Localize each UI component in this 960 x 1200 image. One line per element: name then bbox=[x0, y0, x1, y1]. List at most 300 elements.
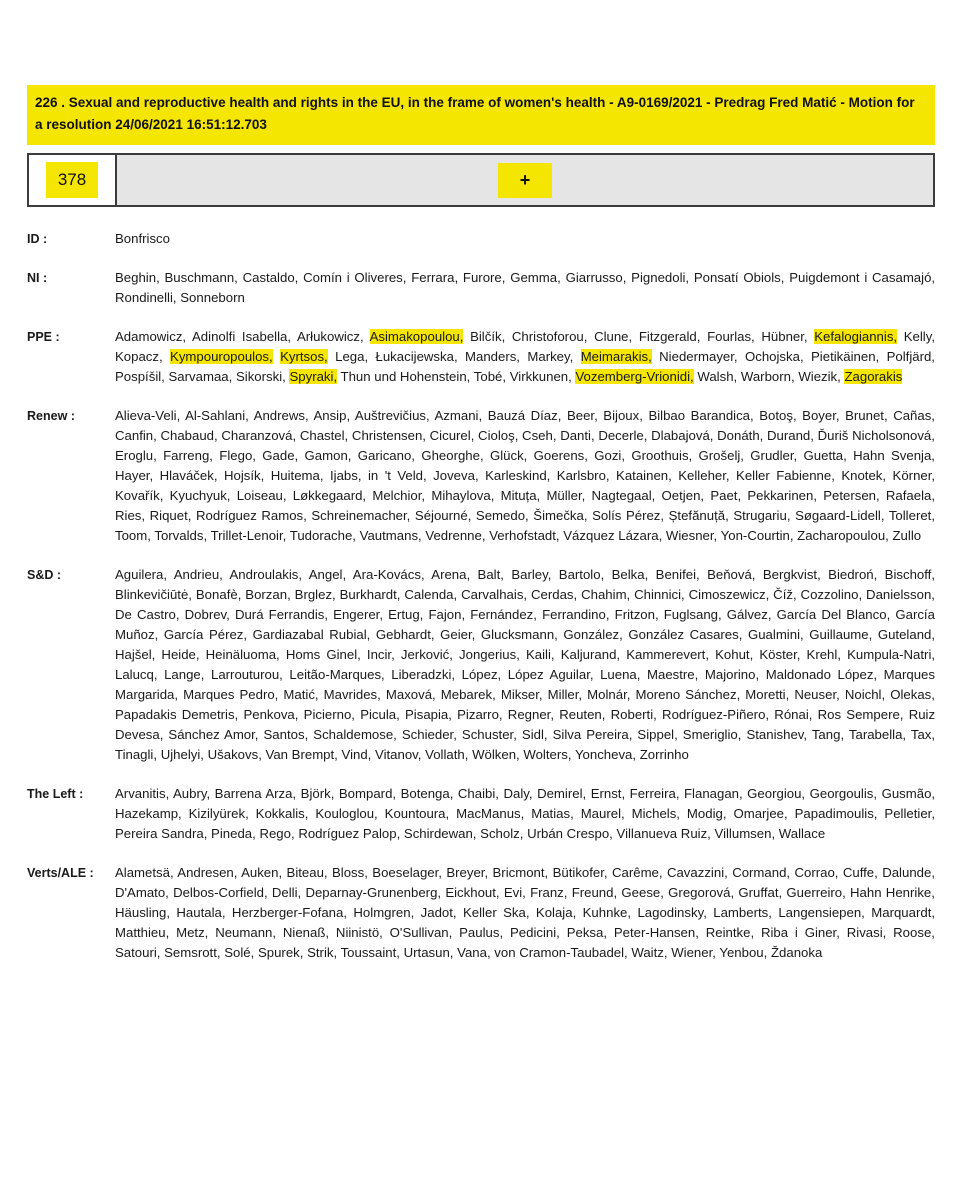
member-name: Geier, bbox=[440, 627, 476, 642]
member-name: Gardiazabal Rubial, bbox=[252, 627, 371, 642]
member-name: Blinkevičiūtė, bbox=[115, 587, 192, 602]
member-name: González Casares, bbox=[628, 627, 743, 642]
member-name: Semedo, bbox=[475, 508, 529, 523]
member-name: Tax, bbox=[910, 727, 936, 742]
member-name: Biteau, bbox=[286, 865, 328, 880]
member-name: Satouri, bbox=[115, 945, 161, 960]
member-name: Schreinemacher, bbox=[311, 508, 411, 523]
member-name: Ďuriš Nicholsonová, bbox=[817, 428, 935, 443]
member-name: Decerle, bbox=[598, 428, 648, 443]
member-name: Clune, bbox=[594, 329, 633, 344]
member-name: Arvanitis, bbox=[115, 786, 170, 801]
member-name: Durá Ferrandis, bbox=[234, 607, 329, 622]
member-name: Bonfrisco bbox=[115, 231, 170, 246]
member-name: Wallace bbox=[778, 826, 826, 841]
group-label: ID : bbox=[27, 232, 48, 246]
member-name: Eroglu, bbox=[115, 448, 157, 463]
member-name: Rafaela, bbox=[885, 488, 936, 503]
member-name: Maurel, bbox=[580, 806, 625, 821]
member-name: Guetta, bbox=[803, 448, 847, 463]
member-name: Vitanov, bbox=[375, 747, 422, 762]
member-name: Marques Margarida, bbox=[115, 667, 935, 702]
member-name: Kammerevert, bbox=[626, 647, 709, 662]
member-name: Villumsen, bbox=[714, 826, 776, 841]
member-name: Björk, bbox=[300, 786, 335, 801]
vote-title-banner: 226 . Sexual and reproductive health and rights in the EU, in the frame of women's health - A9-0169/2021 - Predrag Fred Matić - Motion for a resolution 24/06/2021 16:51:12.703 bbox=[27, 85, 935, 145]
member-name: Cormand, bbox=[732, 865, 791, 880]
member-name: Tinagli, bbox=[115, 747, 158, 762]
member-name: Toom, bbox=[115, 528, 151, 543]
member-name: Lange, bbox=[164, 667, 205, 682]
member-name: Łukacijewska, bbox=[375, 349, 458, 364]
member-name: Pizarro, bbox=[457, 707, 503, 722]
member-name: Auštrevičius, bbox=[354, 408, 430, 423]
member-name: Carvalhais, bbox=[461, 587, 528, 602]
member-name: Ruiz Devesa, bbox=[115, 707, 936, 742]
member-name: Sidl, bbox=[521, 727, 548, 742]
member-name: Biedroń, bbox=[828, 567, 878, 582]
member-name: Schirdewan, bbox=[403, 826, 477, 841]
member-name: Metz, bbox=[176, 925, 209, 940]
member-name: Botoş, bbox=[759, 408, 797, 423]
member-name: Aubry, bbox=[173, 786, 211, 801]
member-name: Cerdas, bbox=[531, 587, 578, 602]
member-name: Roberti, bbox=[610, 707, 657, 722]
member-name: Vautmans, bbox=[359, 528, 422, 543]
member-name: Ertug, bbox=[388, 607, 424, 622]
group-members bbox=[115, 327, 935, 387]
member-name: Semsrott, bbox=[164, 945, 221, 960]
member-name: Alieva-Veli, bbox=[115, 408, 181, 423]
member-name: Riquet, bbox=[149, 508, 192, 523]
member-name: Grudler, bbox=[750, 448, 798, 463]
member-name: Paet, bbox=[710, 488, 742, 503]
member-name: Beghin, bbox=[115, 270, 160, 285]
member-name: Waitz, bbox=[631, 945, 668, 960]
member-name: Alametsä, bbox=[115, 865, 174, 880]
member-name: Ždanoka bbox=[770, 945, 823, 960]
member-name: Urbán Crespo, bbox=[527, 826, 613, 841]
member-name: Furore, bbox=[462, 270, 506, 285]
member-name: Gusmão, bbox=[881, 786, 936, 801]
member-name: Michels, bbox=[631, 806, 680, 821]
member-name: Evi, bbox=[503, 885, 526, 900]
member-name: Bauzá Díaz, bbox=[487, 408, 562, 423]
member-name: Arłukowicz, bbox=[296, 329, 364, 344]
member-name: Matthieu, bbox=[115, 925, 170, 940]
member-name: Breyer, bbox=[446, 865, 489, 880]
member-name: Al-Sahlani, bbox=[185, 408, 249, 423]
member-name: Fernández, bbox=[470, 607, 537, 622]
member-name: Oetjen, bbox=[661, 488, 705, 503]
vote-group-row bbox=[27, 327, 935, 387]
group-members bbox=[115, 565, 935, 765]
member-name: Sikorski, bbox=[235, 369, 286, 384]
member-name: Azmani, bbox=[434, 408, 483, 423]
member-name: Nienaß, bbox=[282, 925, 330, 940]
member-name: Guteland, bbox=[877, 627, 936, 642]
member-name: Bischoff, bbox=[884, 567, 936, 582]
member-name: Heide, bbox=[161, 647, 200, 662]
member-name: Bergkvist, bbox=[762, 567, 821, 582]
member-name: Rodríguez Ramos, bbox=[195, 508, 307, 523]
member-name: Kohut, bbox=[715, 647, 754, 662]
member-name: Manders, bbox=[465, 349, 520, 364]
member-name: Toussaint, bbox=[340, 945, 400, 960]
member-name: Strugariu, bbox=[733, 508, 791, 523]
member-name: Vázquez Lázara, bbox=[563, 528, 663, 543]
member-name: Mebarek, bbox=[440, 687, 496, 702]
member-name: Pelletier, bbox=[884, 806, 935, 821]
highlighted-member-name: Asimakopoulou, bbox=[369, 329, 464, 344]
member-name: Cuffe, bbox=[842, 865, 878, 880]
member-name: Scholz, bbox=[480, 826, 524, 841]
member-name: Mihaylova, bbox=[431, 488, 495, 503]
member-name: Adinolfi Isabella, bbox=[192, 329, 292, 344]
member-name: Neuser, bbox=[794, 687, 840, 702]
member-name: Karlsbro, bbox=[556, 468, 610, 483]
member-name: Pisapia, bbox=[405, 707, 452, 722]
member-name: Ijabs, bbox=[330, 468, 362, 483]
member-name: Solís Pérez, bbox=[592, 508, 665, 523]
member-name: Solé, bbox=[224, 945, 255, 960]
member-name: Ansip, bbox=[313, 408, 351, 423]
member-name: Balt, bbox=[477, 567, 504, 582]
member-name: Angel, bbox=[308, 567, 347, 582]
member-name: Bilčík, bbox=[470, 329, 506, 344]
member-name: Smeriglio, bbox=[682, 727, 742, 742]
group-label: NI : bbox=[27, 271, 48, 285]
member-name: Søgaard-Lidell, bbox=[795, 508, 885, 523]
member-name: Ujhelyi, bbox=[160, 747, 204, 762]
member-name: Thun und Hohenstein, bbox=[340, 369, 471, 384]
group-label: Verts/ALE : bbox=[27, 866, 94, 880]
vote-summary-table bbox=[27, 153, 935, 207]
member-name: Georgoulis, bbox=[809, 786, 878, 801]
vote-group-row bbox=[27, 784, 935, 844]
member-name: Picierno, bbox=[303, 707, 355, 722]
member-name: Rodríguez Palop, bbox=[298, 826, 401, 841]
member-name: Comín i Oliveres, bbox=[303, 270, 407, 285]
member-name: Kumpula-Natri, bbox=[847, 647, 936, 662]
member-name: Dalunde, bbox=[882, 865, 935, 880]
member-name: Glück, bbox=[489, 448, 528, 463]
member-name: Zullo bbox=[892, 528, 922, 543]
member-name: Šimečka, bbox=[533, 508, 588, 523]
member-name: Demirel, bbox=[537, 786, 587, 801]
member-name: Adamowicz, bbox=[115, 329, 187, 344]
member-name: Benifei, bbox=[655, 567, 700, 582]
member-name: García Del Blanco, bbox=[776, 607, 891, 622]
member-name: Knotek, bbox=[841, 468, 887, 483]
member-name: Walsh, bbox=[697, 369, 738, 384]
member-name: Rego, bbox=[259, 826, 295, 841]
member-name: Krehl, bbox=[806, 647, 841, 662]
member-name: Kovařík, bbox=[115, 488, 164, 503]
member-name: Castaldo, bbox=[242, 270, 299, 285]
member-name: Bompard, bbox=[338, 786, 397, 801]
member-name: Rodríguez-Piñero, bbox=[662, 707, 770, 722]
member-name: Chinnici, bbox=[634, 587, 685, 602]
member-name: Modig, bbox=[686, 806, 727, 821]
member-name: Flego, bbox=[219, 448, 256, 463]
vote-group-row bbox=[27, 268, 935, 308]
vote-sign-plus: + bbox=[498, 163, 553, 198]
member-name: Brunet, bbox=[845, 408, 888, 423]
member-name: Vana, bbox=[457, 945, 491, 960]
member-name: Omarjee, bbox=[733, 806, 788, 821]
member-name: Heinäluoma, bbox=[205, 647, 280, 662]
member-name: Andrews, bbox=[253, 408, 309, 423]
member-name: Wolters, bbox=[523, 747, 572, 762]
highlighted-member-name: Kympouropoulos, bbox=[170, 349, 273, 364]
member-name: Eickhout, bbox=[445, 885, 500, 900]
member-name: Chahim, bbox=[581, 587, 631, 602]
member-name: Marques Pedro, bbox=[183, 687, 279, 702]
member-name: Wiener, bbox=[671, 945, 716, 960]
highlighted-member-name: Kyrtsos, bbox=[280, 349, 328, 364]
member-name: Guerreiro, bbox=[786, 885, 846, 900]
member-name: Marquardt, bbox=[871, 905, 936, 920]
member-name: Incir, bbox=[366, 647, 395, 662]
member-name: Peksa, bbox=[566, 925, 608, 940]
member-name: Arena, bbox=[431, 567, 471, 582]
vote-group-row bbox=[27, 565, 935, 765]
group-members bbox=[115, 406, 935, 546]
member-name: Puigdemont i Casamajó, bbox=[789, 270, 936, 285]
member-name: Canfin, bbox=[115, 428, 157, 443]
member-name: Ernst, bbox=[590, 786, 626, 801]
member-name: Lalucq, bbox=[115, 667, 158, 682]
member-name: Bütikofer, bbox=[552, 865, 608, 880]
member-name: Molnár, bbox=[587, 687, 631, 702]
member-name: Bonafè, bbox=[195, 587, 242, 602]
member-name: Durand, bbox=[767, 428, 814, 443]
member-name: Dobrev, bbox=[184, 607, 230, 622]
member-name: Kuhnke, bbox=[582, 905, 632, 920]
member-name: Garicano, bbox=[357, 448, 415, 463]
member-name: Geese, bbox=[621, 885, 664, 900]
member-name: Jongerius, bbox=[459, 647, 520, 662]
member-name: Bilbao Barandica, bbox=[648, 408, 754, 423]
member-name: Deparnay-Grunenberg, bbox=[305, 885, 442, 900]
member-name: Wiezik, bbox=[798, 369, 841, 384]
member-name: Kelly, bbox=[903, 329, 936, 344]
member-name: Neumann, bbox=[215, 925, 277, 940]
member-name: Chabaud, bbox=[160, 428, 218, 443]
member-name: Gregorová, bbox=[668, 885, 735, 900]
member-name: Sánchez Amor, bbox=[168, 727, 259, 742]
member-name: Matias, bbox=[531, 806, 574, 821]
member-name: Cioloş, bbox=[478, 428, 519, 443]
member-name: Yon-Courtin, bbox=[720, 528, 794, 543]
member-name: Hojsík, bbox=[223, 468, 265, 483]
highlighted-member-name: Vozemberg-Vrionidi, bbox=[575, 369, 694, 384]
member-name: Donáth, bbox=[717, 428, 764, 443]
member-name: Cseh, bbox=[522, 428, 557, 443]
member-name: Moreno Sánchez, bbox=[635, 687, 741, 702]
member-name: Fuglsang, bbox=[663, 607, 722, 622]
highlighted-member-name: Zagorakis bbox=[844, 369, 903, 384]
member-name: Pineda, bbox=[211, 826, 256, 841]
member-name: Daly, bbox=[503, 786, 533, 801]
member-name: Gade, bbox=[262, 448, 299, 463]
member-name: Papadimoulis, bbox=[794, 806, 878, 821]
member-name: Rivasi, bbox=[846, 925, 887, 940]
member-name: López, bbox=[461, 667, 502, 682]
member-name: Stanishev, bbox=[746, 727, 808, 742]
member-name: Zacharopoulou, bbox=[797, 528, 889, 543]
member-name: Číž, bbox=[773, 587, 797, 602]
member-name: Picula, bbox=[360, 707, 400, 722]
member-name: Körner, bbox=[892, 468, 936, 483]
member-name: Pietikäinen, bbox=[811, 349, 880, 364]
member-name: Gheorghe, bbox=[421, 448, 484, 463]
member-name: von Cramon-Taubadel, bbox=[494, 945, 628, 960]
member-name: Charanzová, bbox=[221, 428, 297, 443]
member-name: D'Amato, bbox=[115, 885, 169, 900]
member-name: Häusling, bbox=[115, 905, 170, 920]
member-name: Gebhardt, bbox=[375, 627, 435, 642]
member-name: Verhofstadt, bbox=[489, 528, 560, 543]
member-name: Hayer, bbox=[115, 468, 154, 483]
member-name: Jerković, bbox=[400, 647, 453, 662]
member-name: Yenbou, bbox=[719, 945, 768, 960]
member-name: Huitema, bbox=[270, 468, 324, 483]
member-name: Gruffat, bbox=[738, 885, 783, 900]
member-name: Hajšel, bbox=[115, 647, 156, 662]
member-name: Beňová, bbox=[707, 567, 756, 582]
member-name: Freund, bbox=[571, 885, 618, 900]
member-name: Bricmont, bbox=[492, 865, 549, 880]
member-name: Paulus, bbox=[459, 925, 504, 940]
member-name: Grošelj, bbox=[698, 448, 744, 463]
member-name: Matić, bbox=[283, 687, 319, 702]
member-name: Guillaume, bbox=[809, 627, 873, 642]
member-name: Jadot, bbox=[420, 905, 457, 920]
member-name: Melchior, bbox=[372, 488, 426, 503]
member-name: Strik, bbox=[307, 945, 338, 960]
member-name: Fajon, bbox=[428, 607, 466, 622]
vote-sign-cell bbox=[117, 155, 933, 205]
member-name: Wölken, bbox=[472, 747, 520, 762]
member-name: Delbos-Corfield, bbox=[173, 885, 268, 900]
member-name: Maldonado López, bbox=[765, 667, 878, 682]
member-name: Bartolo, bbox=[558, 567, 605, 582]
member-name: Keller Fabienne, bbox=[736, 468, 835, 483]
member-name: Urtasun, bbox=[403, 945, 454, 960]
group-label: Renew : bbox=[27, 409, 75, 423]
member-name: Barley, bbox=[511, 567, 552, 582]
member-name: Luena, bbox=[600, 667, 641, 682]
member-name: Christensen, bbox=[351, 428, 426, 443]
member-name: Andresen, bbox=[177, 865, 238, 880]
member-name: González, bbox=[563, 627, 623, 642]
member-name: Giarrusso, bbox=[565, 270, 627, 285]
member-name: Vind, bbox=[341, 747, 372, 762]
member-name: Kolaja, bbox=[535, 905, 577, 920]
member-name: Franz, bbox=[530, 885, 568, 900]
member-name: Ștefănuță, bbox=[668, 508, 729, 523]
member-name: Tolleret, bbox=[888, 508, 936, 523]
member-name: Villanueva Ruiz, bbox=[616, 826, 711, 841]
member-name: Majorino, bbox=[704, 667, 760, 682]
member-name: Leitão-Marques, bbox=[289, 667, 385, 682]
member-name: Kokkalis, bbox=[255, 806, 309, 821]
member-name: Burkhardt, bbox=[339, 587, 401, 602]
vote-count-value: 378 bbox=[46, 162, 98, 198]
member-name: Pedicini, bbox=[509, 925, 560, 940]
member-name: Niinistö, bbox=[335, 925, 383, 940]
member-name: Ochojska, bbox=[744, 349, 804, 364]
member-name: Loiseau, bbox=[236, 488, 287, 503]
member-name: Calenda, bbox=[404, 587, 458, 602]
member-name: Cozzolino, bbox=[800, 587, 863, 602]
member-name: Danielsson, bbox=[866, 587, 935, 602]
member-name: López Aguilar, bbox=[507, 667, 594, 682]
member-name: Hazekamp, bbox=[115, 806, 182, 821]
highlighted-member-name: Meimarakis, bbox=[580, 349, 652, 364]
vote-group-row bbox=[27, 863, 935, 963]
member-name: Gamon, bbox=[304, 448, 352, 463]
member-name: Reintke, bbox=[705, 925, 755, 940]
member-name: Liberadzki, bbox=[391, 667, 456, 682]
member-name: Carême, bbox=[611, 865, 663, 880]
member-name: Delli, bbox=[271, 885, 302, 900]
member-name: Torvalds, bbox=[154, 528, 208, 543]
member-name: Gemma, bbox=[510, 270, 561, 285]
member-name: Trillet-Lenoir, bbox=[210, 528, 287, 543]
member-name: Sippel, bbox=[637, 727, 678, 742]
member-name: Penkova, bbox=[243, 707, 299, 722]
member-name: Glucksmann, bbox=[480, 627, 558, 642]
member-name: García Pérez, bbox=[163, 627, 248, 642]
member-name: Petersen, bbox=[823, 488, 880, 503]
member-name: Lagodinsky, bbox=[637, 905, 707, 920]
member-name: Wiesner, bbox=[665, 528, 718, 543]
member-name: Rónai, bbox=[774, 707, 813, 722]
member-name: Gálvez, bbox=[726, 607, 772, 622]
highlighted-member-name: Kefalogiannis, bbox=[814, 329, 898, 344]
member-name: Kouloglou, bbox=[315, 806, 378, 821]
member-name: Niedermayer, bbox=[659, 349, 738, 364]
member-name: Boeselager, bbox=[372, 865, 442, 880]
group-members bbox=[115, 229, 935, 249]
member-name: Homs Ginel, bbox=[285, 647, 361, 662]
member-name: Kizilyürek, bbox=[188, 806, 249, 821]
member-name: Dlabajová, bbox=[651, 428, 714, 443]
member-name: Georgiou, bbox=[747, 786, 806, 801]
member-name: Mikser, bbox=[500, 687, 543, 702]
member-name: Christoforou, bbox=[511, 329, 588, 344]
member-name: Schuster, bbox=[461, 727, 517, 742]
member-name: Cimoszewicz, bbox=[688, 587, 770, 602]
member-name: Warborn, bbox=[740, 369, 795, 384]
member-name: Pignedoli, bbox=[631, 270, 690, 285]
member-name: Chaibi, bbox=[457, 786, 499, 801]
member-name: Gozi, bbox=[594, 448, 626, 463]
member-name: Boyer, bbox=[802, 408, 840, 423]
member-name: Holmgren, bbox=[353, 905, 415, 920]
member-name: Cicurel, bbox=[429, 428, 475, 443]
member-name: Auken, bbox=[241, 865, 283, 880]
member-name: Kaljurand, bbox=[560, 647, 621, 662]
member-name: Katainen, bbox=[616, 468, 672, 483]
member-name: Ferreira, bbox=[629, 786, 680, 801]
member-name: Chastel, bbox=[299, 428, 349, 443]
member-name: Langensiepen, bbox=[778, 905, 865, 920]
member-name: Botenga, bbox=[400, 786, 454, 801]
